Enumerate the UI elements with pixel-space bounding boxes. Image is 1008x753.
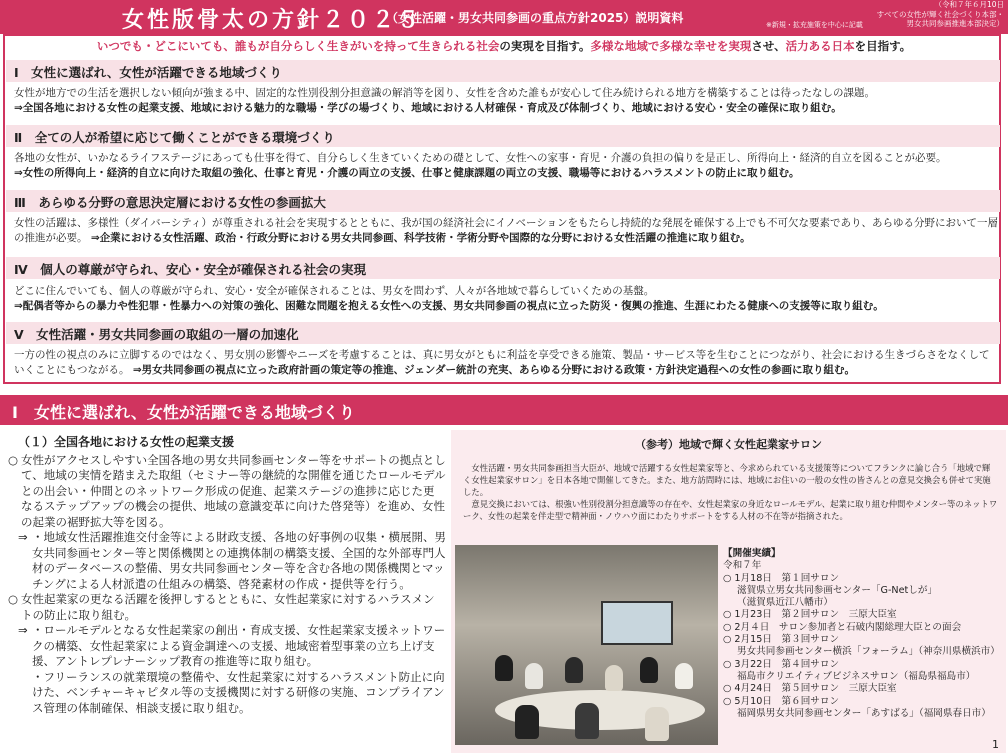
section-banner <box>0 395 1008 425</box>
section-body-1 <box>14 86 1000 116</box>
section-body-3 <box>14 216 1000 246</box>
event-venue: （滋賀県近江八幡市） <box>737 597 833 609</box>
event-item: ○ 1月18日 第１回サロン <box>723 572 840 584</box>
section-heading-text: Ⅱ 全ての人が希望に応じて働くことができる環境づくり <box>14 130 335 145</box>
events-list <box>723 548 1006 720</box>
section-heading-text: Ⅴ 女性活躍・男女共同参画の取組の一層の加速化 <box>14 327 299 342</box>
section-action: ⇒女性の所得向上・経済的自立に向けた取組の強化、仕事と育児・介護の両立の支援、仕事と健康課題の両立の支援、職場等におけるハラスメントの防止に取り組む。 <box>14 167 800 179</box>
section-action: ⇒男女共同参画の視点に立った政府計画の策定等の推進、ジェンダー統計の充実、あらゆる分野における政策・方針決定過程への女性の参画に取り組む。 <box>132 364 856 376</box>
photo-person <box>565 657 583 683</box>
section-heading-text: Ⅲ あらゆる分野の意思決定層における女性の参画拡大 <box>14 195 326 210</box>
section-heading-1 <box>6 60 1000 82</box>
arrow-icon: ⇒ <box>18 530 28 544</box>
date-block <box>872 0 1004 29</box>
section-heading-text: Ⅳ 個人の尊厳が守られ、安心・安全が確保される社会の実現 <box>14 262 366 277</box>
section-heading-text: Ⅰ 女性に選ばれ、女性が活躍できる地域づくり <box>14 65 282 80</box>
tagline-part: の実現を目指す。 <box>499 39 591 53</box>
tagline-part: を目指す。 <box>854 39 912 53</box>
tagline-part: いつでも・どこにいても、誰もが自分らしく生きがいを持って生きられる社会 <box>96 39 500 53</box>
section-text: 各地の女性が、いかなるライフステージにあっても仕事を得て、自分らしく生きていくための礎として、女性への家事・育児・介護の負担の偏りを是正し、所得向上・経済的自立を図ることが必要。 <box>14 152 947 164</box>
paragraph-text: 女性がアクセスしやすい全国各地の男女共同参画センター等をサポートの拠点として、地域の実情を踏まえた取組（セミナー等の継続的な開催を通じたロールモデルとの出会い・仲間とのネットワーク形成の促進、起業ステージの進捗に応じた更なるステップアップの機会の提供、地域の意識変革に向けた啓発等）を進め、女性の起業の裾野拡大等を図る。 <box>21 452 446 529</box>
paragraph-text: 女性起業家の更なる活躍を後押しするとともに、女性起業家に対するハラスメントの防止に取り組む。 <box>21 592 435 622</box>
event-venue: 男女共同参画センター横浜「フォーラム」（神奈川県横浜市） <box>737 646 1000 658</box>
events-year: 令和７年 <box>723 560 762 572</box>
section-text: 一方の性の視点のみに立脚するのではなく、男女別の影響やニーズを考慮することは、真に男女がともに利益を享受できる施策、製品・サービス等を生むことにつながり、社会における生きづらさをなくしていくことにもつながる。 <box>14 349 990 376</box>
event-item: ○ 5月10日 第６回サロン <box>723 695 840 707</box>
section-text: 女性の活躍は、多様性（ダイバーシティ）が尊重される社会を実現するとともに、我が国の経済社会にイノベーションをもたらし持続的な発展を確保する上でも不可欠な要素であり、あらゆる分野において一層の推進が必要。 <box>14 217 999 244</box>
paragraph-text: ・フリーランスの就業環境の整備や、女性起業家に対するハラスメント防止に向けた、ベンチャーキャピタル等の支援機関に対する研修の実施、コンプライアンス管理の体制確保、相談支援に取り組む。 <box>32 669 445 715</box>
section-body-2 <box>14 151 1000 181</box>
section-action: ⇒全国各地における女性の起業支援、地域における魅力的な職場・学びの場づくり、地域における人材確保・育成及び体制づくり、地域における安心・安全の確保に取り組む。 <box>14 102 842 114</box>
paragraph <box>8 530 446 592</box>
left-column <box>8 435 446 716</box>
date-line: すべての女性が輝く社会づくり本部・ <box>876 9 1004 19</box>
tagline-part: 多様な地域で多様な幸せを実現 <box>590 39 752 53</box>
photo-person <box>675 663 693 689</box>
photo-person <box>495 655 513 681</box>
events-items <box>723 573 1006 721</box>
date-line: （令和７年６月10日 <box>934 0 1004 9</box>
circle-bullet-icon: ○ <box>8 452 19 467</box>
photo-person <box>645 707 669 741</box>
tagline <box>4 38 1004 54</box>
salon-photo <box>455 545 718 745</box>
photo-person <box>515 705 539 739</box>
reference-text: 女性活躍・男女共同参画担当大臣が、地域で活躍する女性起業家等と、今求められている支援策等についてフランクに論じ合う「地域で輝く女性起業家サロン」を日本各地で開催してきた。また、地方訪問時には、地域にお住いの一般の女性の皆さんとの意見交換会も併せて実施した。 <box>463 463 991 497</box>
section-banner-text: Ⅰ 女性に選ばれ、女性が活躍できる地域づくり <box>12 403 355 422</box>
document-subtitle: （女性活躍・男女共同参画の重点方針2025）説明資料 <box>386 11 684 25</box>
event-venue: 滋賀県立男女共同参画センター「G-Netしが」 <box>737 584 938 596</box>
tagline-part: 活力ある日本 <box>785 39 855 53</box>
event-item: ○ 3月22日 第４回サロン <box>723 658 840 670</box>
section-text: どこに住んでいても、個人の尊厳が守られ、安心・安全が確保されることは、男女を問わず、人々が各地域で暮らしていくための基盤。 <box>14 285 655 297</box>
reference-body <box>463 462 998 522</box>
paragraph <box>8 453 446 531</box>
paragraph <box>8 592 446 623</box>
photo-person <box>640 657 658 683</box>
section-text: 女性が地方での生活を選択しない傾向が強まる中、固定的な性別役割分担意識の解消等を図り、女性を含めた誰もが安心して住み続けられる地方を構築することは待ったなしの課題。 <box>14 87 875 99</box>
photo-person <box>605 665 623 691</box>
section-heading-5 <box>6 322 1000 344</box>
header-bar <box>0 0 1008 34</box>
note-text: ※新規・拡充施策を中心に記載 <box>766 21 863 29</box>
subsection-title: （１）全国各地における女性の起業支援 <box>18 435 235 449</box>
arrow-icon: ⇒ <box>18 623 28 637</box>
paragraph <box>8 623 446 670</box>
event-item: ○ 4月24日 第５回サロン 三原大臣室 <box>723 683 897 695</box>
paragraph <box>8 670 446 717</box>
event-item: ○ 2月４日 サロン参加者と石破内閣総理大臣との面会 <box>723 621 962 633</box>
section-heading-3 <box>6 190 1000 212</box>
page-number: 1 <box>992 738 999 751</box>
event-item: ○ 2月15日 第３回サロン <box>723 634 840 646</box>
reference-text: 意見交換においては、根強い性別役割分担意識等の存在や、女性起業家の身近なロールモデル、起業に取り組む仲間やメンター等のネットワーク、女性の起業を伴走型で精神面・ノウハウ面にわたりサポートをする人材の不在等が指摘された。 <box>463 499 998 521</box>
tagline-part: させ、 <box>751 39 786 53</box>
event-venue: 福島市クリエイティブビジネスサロン（福島県福島市） <box>737 670 976 682</box>
event-venue: 福岡県男女共同参画センター「あすばる」（福岡県春日市） <box>737 707 991 719</box>
photo-person <box>575 703 599 739</box>
reference-title: （参考）地域で輝く女性起業家サロン <box>635 438 822 451</box>
photo-person <box>525 663 543 689</box>
paragraph-text: ・地域女性活躍推進交付金等による財政支援、各地の好事例の収集・横展開、男女共同参画センター等と関係機関との連携体制の構築支援、全国的な外部専門人材のデータベースの整備、男女共同参画センター等を含む各地の関係機関とマッチングによる人材派遣の仕組みの構築、啓発素材の作成・提供等を行う。 <box>32 530 446 591</box>
paragraph-text: ・ロールモデルとなる女性起業家の創出・育成支援、女性起業家支援ネットワークの構築、女性起業家による資金調達への支援、地域密着型事業の立ち上げ支援、アントレプレナーシップ教育の推進等に取り組む。 <box>32 623 446 668</box>
section-body-5 <box>14 348 1000 378</box>
section-heading-4 <box>6 257 1000 279</box>
document-title: 女性版骨太の方針２０２５ <box>122 8 423 33</box>
circle-bullet-icon: ○ <box>8 592 19 606</box>
section-action: ⇒企業における女性活躍、政治・行政分野における男女共同参画、科学技術・学術分野や国際的な分野における女性活躍の推進に取り組む。 <box>90 232 751 244</box>
event-item: ○ 1月23日 第２回サロン 三原大臣室 <box>723 609 897 621</box>
section-action: ⇒配偶者等からの暴力や性犯罪・性暴力への対策の強化、困難な問題を抱える女性への支援、男女共同参画の視点に立った防災・復興の推進、生涯にわたる健康への支援等に取り組む。 <box>14 300 884 312</box>
events-heading: 【開催実績】 <box>723 548 781 559</box>
date-line: 男女共同参画推進本部決定） <box>906 19 1004 28</box>
section-body-4 <box>14 284 1000 314</box>
section-heading-2 <box>6 125 1000 147</box>
video-screen <box>601 601 673 645</box>
